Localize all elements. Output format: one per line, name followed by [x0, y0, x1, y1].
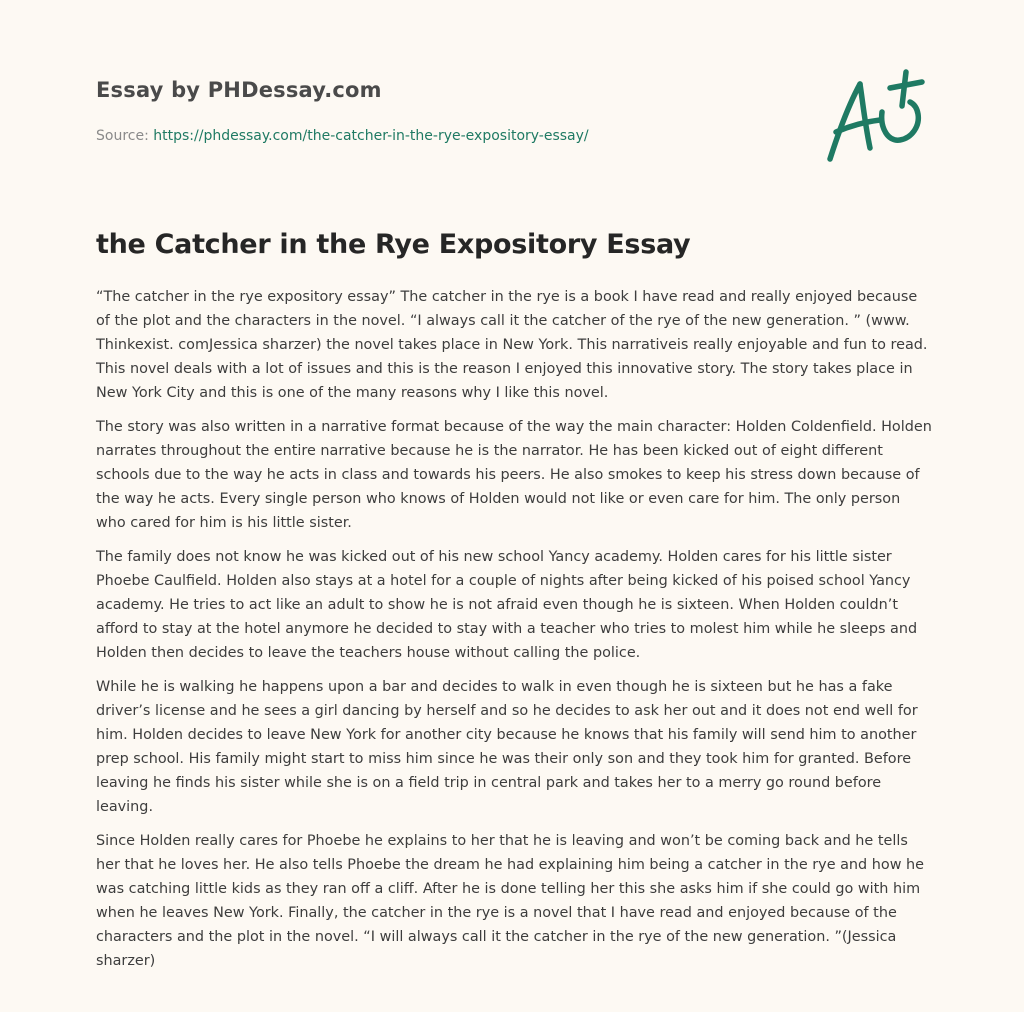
essay-paragraph: While he is walking he happens upon a bar and decides to walk in even though he is sixteen but he has a fake driver’s license and he sees a girl dancing by herself and so he decides to ask her out and it does not end well for him. Holden decides to leave New York for another city because he knows that his family will send him to another prep school. His family might start to miss him since he was their only son and they took him for granted. Before leaving he finds his sister while she is on a field trip in central park and takes her to a merry go round before leaving.	[96, 679, 918, 815]
essay-title: the Catcher in the Rye Expository Essay	[96, 229, 691, 260]
essay-paragraph: The story was also written in a narrative format because of the way the main character: Holden Coldenfield. Holden narrates throughout the entire narrative because he is the narrator. He has been kicked out of eight different schools due to the way he acts in class and towards his peers. He also smokes to keep his stress down because of the way he acts. Every single person who knows of Holden would not like or even care for him. The only person who cared for him is his little sister.	[96, 419, 932, 531]
page-header	[96, 76, 796, 146]
site-brand: Essay by PHDessay.com	[96, 78, 382, 102]
source-link[interactable]: https://phdessay.com/the-catcher-in-the-rye-expository-essay/	[153, 128, 589, 144]
source-line	[96, 126, 796, 146]
essay-paragraph: “The catcher in the rye expository essay” The catcher in the rye is a book I have read and really enjoyed because of the plot and the characters in the novel. “I always call it the catcher of the rye of the new generation. ” (www. Thinkexist. comJessica sharzer) the novel takes place in New York. This narrativeis really enjoyable and fun to read. This novel deals with a lot of issues and this is the reason I enjoyed this innovative story. The story takes place in New York City and this is one of the many reasons why I like this novel.	[96, 289, 928, 401]
a-plus-logo-icon	[818, 64, 928, 164]
essay-body	[96, 285, 932, 983]
essay-paragraph: Since Holden really cares for Phoebe he explains to her that he is leaving and won’t be coming back and he tells her that he loves her. He also tells Phoebe the dream he had explaining him being a catcher in the rye and how he was catching little kids as they ran off a cliff. After he is done telling her this she asks him if she could go with him when he leaves New York. Finally, the catcher in the rye is a novel that I have read and enjoyed because of the characters and the plot in the novel. “I will always call it the catcher in the rye of the new generation. ”(Jessica sharzer)	[96, 833, 925, 969]
essay-paragraph: The family does not know he was kicked out of his new school Yancy academy. Holden cares for his little sister Phoebe Caulfield. Holden also stays at a hotel for a couple of nights after being kicked of his poised school Yancy academy. He tries to act like an adult to show he is not afraid even though he is sixteen. When Holden couldn’t afford to stay at the hotel anymore he decided to stay with a teacher who tries to molest him while he sleeps and Holden then decides to leave the teachers house without calling the police.	[96, 549, 918, 661]
source-label: Source:	[96, 128, 149, 144]
